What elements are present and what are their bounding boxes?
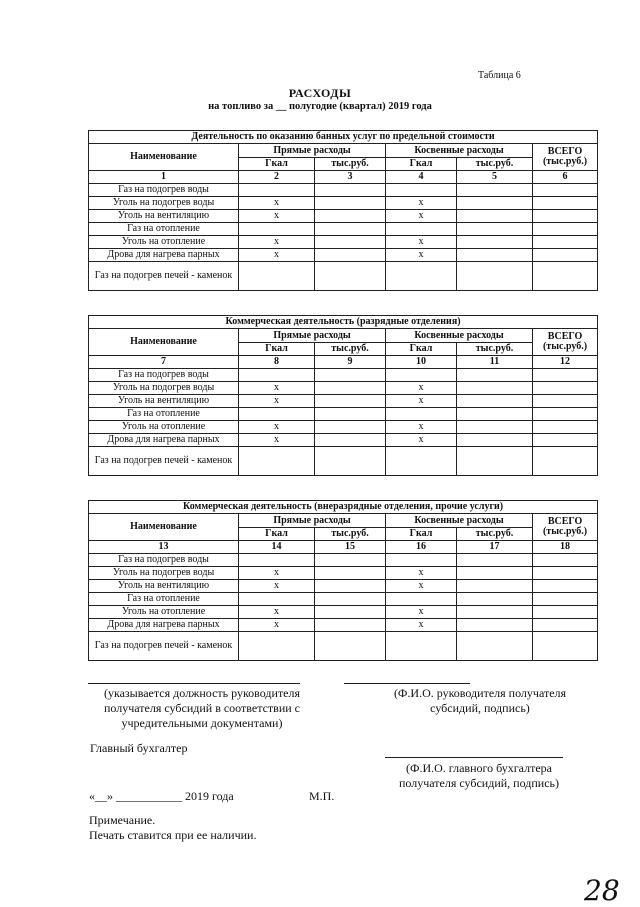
cell-direct-trub	[315, 434, 386, 447]
column-header-total: ВСЕГО (тыс.руб.)	[533, 144, 598, 171]
column-subheader: тыс.руб.	[457, 343, 533, 356]
cell-total	[533, 619, 598, 632]
column-header-indirect: Косвенные расходы	[386, 144, 533, 158]
cell-direct-trub	[315, 262, 386, 291]
column-number: 12	[533, 356, 598, 369]
row-name: Уголь на подогрев воды	[89, 197, 239, 210]
cell-indirect-trub	[457, 447, 533, 476]
table-row	[89, 619, 598, 632]
cell-direct-gkal	[239, 369, 315, 382]
column-number: 3	[315, 171, 386, 184]
table-row	[89, 262, 598, 291]
row-name: Газ на подогрев печей - каменок	[89, 262, 239, 291]
column-number: 14	[239, 541, 315, 554]
cell-direct-gkal	[239, 447, 315, 476]
cell-direct-gkal	[239, 262, 315, 291]
table-row	[89, 223, 598, 236]
column-subheader: Гкал	[386, 528, 457, 541]
cell-direct-trub	[315, 567, 386, 580]
cell-indirect-trub	[457, 369, 533, 382]
cell-indirect-gkal: x	[386, 619, 457, 632]
table-row	[89, 447, 598, 476]
table-number: Таблица 6	[478, 70, 521, 81]
cell-indirect-gkal: x	[386, 421, 457, 434]
cell-indirect-gkal: x	[386, 210, 457, 223]
cell-direct-gkal: x	[239, 382, 315, 395]
table-row	[89, 567, 598, 580]
cell-indirect-gkal: x	[386, 236, 457, 249]
column-number: 8	[239, 356, 315, 369]
column-number: 9	[315, 356, 386, 369]
table-row	[89, 593, 598, 606]
row-name: Газ на подогрев воды	[89, 184, 239, 197]
column-subheader: тыс.руб.	[315, 343, 386, 356]
cell-direct-gkal: x	[239, 197, 315, 210]
column-number: 17	[457, 541, 533, 554]
cell-indirect-gkal	[386, 184, 457, 197]
column-header-direct: Прямые расходы	[239, 144, 386, 158]
table-row	[89, 408, 598, 421]
cell-total	[533, 593, 598, 606]
cell-indirect-trub	[457, 421, 533, 434]
row-name: Уголь на подогрев воды	[89, 567, 239, 580]
accountant-note: (Ф.И.О. главного бухгалтера получателя субсидий, подпись)	[398, 761, 559, 790]
row-name: Уголь на отопление	[89, 606, 239, 619]
note-text: Печать ставится при ее наличии.	[89, 828, 257, 842]
column-subheader: Гкал	[239, 528, 315, 541]
cell-total	[533, 606, 598, 619]
column-number: 16	[386, 541, 457, 554]
expenses-table	[88, 130, 598, 291]
cell-direct-gkal	[239, 554, 315, 567]
right-signature-line	[344, 683, 556, 684]
table-row	[89, 554, 598, 567]
cell-direct-trub	[315, 236, 386, 249]
cell-indirect-trub	[457, 236, 533, 249]
cell-total	[533, 249, 598, 262]
table-row	[89, 197, 598, 210]
cell-direct-trub	[315, 580, 386, 593]
column-header-indirect: Косвенные расходы	[386, 329, 533, 343]
row-name: Уголь на отопление	[89, 236, 239, 249]
cell-total	[533, 408, 598, 421]
cell-direct-trub	[315, 249, 386, 262]
cell-direct-gkal: x	[239, 567, 315, 580]
cell-total	[533, 262, 598, 291]
right-signature-note: (Ф.И.О. руководителя получателя субсидий, подпись)	[393, 686, 567, 715]
column-number: 5	[457, 171, 533, 184]
cell-direct-gkal: x	[239, 619, 315, 632]
cell-total	[533, 184, 598, 197]
cell-indirect-trub	[457, 249, 533, 262]
cell-direct-gkal: x	[239, 580, 315, 593]
cell-indirect-trub	[457, 184, 533, 197]
cell-direct-gkal	[239, 408, 315, 421]
column-number: 1	[89, 171, 239, 184]
table-row	[89, 369, 598, 382]
cell-indirect-trub	[457, 619, 533, 632]
column-subheader: тыс.руб.	[457, 528, 533, 541]
cell-indirect-trub	[457, 580, 533, 593]
row-name: Уголь на подогрев воды	[89, 382, 239, 395]
cell-indirect-gkal	[386, 593, 457, 606]
cell-indirect-trub	[457, 382, 533, 395]
cell-indirect-gkal: x	[386, 197, 457, 210]
column-subheader: тыс.руб.	[315, 528, 386, 541]
table-row	[89, 249, 598, 262]
column-subheader: тыс.руб.	[315, 158, 386, 171]
page-subtitle: на топливо за __ полугодие (квартал) 2019 года	[208, 101, 432, 112]
cell-total	[533, 567, 598, 580]
cell-direct-trub	[315, 421, 386, 434]
cell-total	[533, 382, 598, 395]
cell-direct-trub	[315, 382, 386, 395]
accountant-signature-line	[385, 757, 563, 758]
left-signature-note: (указывается должность руководителя получателя субсидий в соответствии с учредительными документами)	[103, 686, 301, 730]
cell-direct-trub	[315, 408, 386, 421]
cell-direct-gkal: x	[239, 210, 315, 223]
column-header-name: Наименование	[89, 329, 239, 356]
column-number: 10	[386, 356, 457, 369]
cell-indirect-gkal: x	[386, 567, 457, 580]
cell-indirect-gkal: x	[386, 249, 457, 262]
cell-indirect-gkal	[386, 554, 457, 567]
cell-direct-trub	[315, 395, 386, 408]
column-header-name: Наименование	[89, 144, 239, 171]
row-name: Дрова для нагрева парных	[89, 619, 239, 632]
column-subheader: Гкал	[239, 343, 315, 356]
cell-total	[533, 210, 598, 223]
row-name: Газ на подогрев воды	[89, 554, 239, 567]
column-number: 11	[457, 356, 533, 369]
table-row	[89, 382, 598, 395]
row-name: Газ на подогрев печей - каменок	[89, 632, 239, 661]
cell-indirect-gkal: x	[386, 395, 457, 408]
cell-indirect-trub	[457, 567, 533, 580]
cell-indirect-gkal: x	[386, 580, 457, 593]
cell-indirect-gkal	[386, 408, 457, 421]
row-name: Уголь на вентиляцию	[89, 210, 239, 223]
cell-indirect-trub	[457, 434, 533, 447]
row-name: Газ на отопление	[89, 408, 239, 421]
table-row	[89, 210, 598, 223]
cell-indirect-gkal: x	[386, 382, 457, 395]
cell-total	[533, 447, 598, 476]
cell-direct-trub	[315, 632, 386, 661]
expenses-table	[88, 500, 598, 661]
column-number: 18	[533, 541, 598, 554]
cell-total	[533, 223, 598, 236]
cell-total	[533, 395, 598, 408]
cell-direct-trub	[315, 606, 386, 619]
column-number: 6	[533, 171, 598, 184]
column-number: 7	[89, 356, 239, 369]
cell-indirect-trub	[457, 632, 533, 661]
row-name: Уголь на вентиляцию	[89, 580, 239, 593]
table-row	[89, 421, 598, 434]
cell-total	[533, 421, 598, 434]
row-name: Газ на подогрев печей - каменок	[89, 447, 239, 476]
column-subheader: Гкал	[239, 158, 315, 171]
expenses-table	[88, 315, 598, 476]
cell-indirect-gkal	[386, 369, 457, 382]
cell-total	[533, 554, 598, 567]
cell-direct-trub	[315, 369, 386, 382]
cell-direct-gkal: x	[239, 395, 315, 408]
chief-accountant-label: Главный бухгалтер	[90, 741, 188, 755]
cell-direct-gkal	[239, 593, 315, 606]
cell-indirect-gkal	[386, 632, 457, 661]
cell-total	[533, 236, 598, 249]
column-subheader: Гкал	[386, 158, 457, 171]
row-name: Газ на отопление	[89, 223, 239, 236]
row-name: Уголь на вентиляцию	[89, 395, 239, 408]
cell-indirect-gkal: x	[386, 606, 457, 619]
cell-direct-trub	[315, 619, 386, 632]
table-row	[89, 184, 598, 197]
table-row	[89, 434, 598, 447]
cell-direct-gkal: x	[239, 434, 315, 447]
column-number: 2	[239, 171, 315, 184]
page-title: РАСХОДЫ	[288, 86, 352, 100]
cell-direct-trub	[315, 554, 386, 567]
column-subheader: Гкал	[386, 343, 457, 356]
table-row	[89, 395, 598, 408]
cell-indirect-trub	[457, 223, 533, 236]
cell-total	[533, 632, 598, 661]
date-line: «__» ___________ 2019 года	[89, 789, 234, 803]
row-name: Уголь на отопление	[89, 421, 239, 434]
cell-total	[533, 580, 598, 593]
table-row	[89, 632, 598, 661]
column-header-total: ВСЕГО (тыс.руб.)	[533, 329, 598, 356]
cell-indirect-gkal	[386, 262, 457, 291]
cell-direct-trub	[315, 197, 386, 210]
cell-direct-trub	[315, 223, 386, 236]
table-row	[89, 606, 598, 619]
cell-indirect-trub	[457, 593, 533, 606]
column-header-direct: Прямые расходы	[239, 514, 386, 528]
cell-direct-trub	[315, 210, 386, 223]
cell-direct-trub	[315, 593, 386, 606]
cell-direct-gkal: x	[239, 606, 315, 619]
stamp-mark: М.П.	[309, 789, 335, 803]
column-header-indirect: Косвенные расходы	[386, 514, 533, 528]
cell-direct-gkal: x	[239, 249, 315, 262]
cell-total	[533, 369, 598, 382]
row-name: Дрова для нагрева парных	[89, 249, 239, 262]
section-title: Деятельность по оказанию банных услуг по предельной стоимости	[89, 131, 598, 144]
cell-indirect-gkal	[386, 447, 457, 476]
column-header-total: ВСЕГО (тыс.руб.)	[533, 514, 598, 541]
column-number: 15	[315, 541, 386, 554]
cell-total	[533, 434, 598, 447]
page-number: 28	[584, 874, 620, 907]
note-title: Примечание.	[89, 813, 156, 827]
cell-direct-gkal: x	[239, 421, 315, 434]
row-name: Дрова для нагрева парных	[89, 434, 239, 447]
cell-indirect-gkal: x	[386, 434, 457, 447]
cell-direct-trub	[315, 447, 386, 476]
cell-indirect-trub	[457, 554, 533, 567]
table-row	[89, 580, 598, 593]
cell-indirect-trub	[457, 395, 533, 408]
left-signature-line	[88, 683, 300, 684]
cell-indirect-trub	[457, 606, 533, 619]
cell-direct-gkal	[239, 223, 315, 236]
cell-direct-gkal: x	[239, 236, 315, 249]
row-name: Газ на отопление	[89, 593, 239, 606]
cell-indirect-gkal	[386, 223, 457, 236]
section-title: Коммерческая деятельность (разрядные отделения)	[89, 316, 598, 329]
column-header-direct: Прямые расходы	[239, 329, 386, 343]
column-number: 13	[89, 541, 239, 554]
cell-direct-gkal	[239, 184, 315, 197]
column-subheader: тыс.руб.	[457, 158, 533, 171]
column-header-name: Наименование	[89, 514, 239, 541]
section-title: Коммерческая деятельность (внеразрядные отделения, прочие услуги)	[89, 501, 598, 514]
cell-indirect-trub	[457, 210, 533, 223]
cell-indirect-trub	[457, 262, 533, 291]
cell-direct-trub	[315, 184, 386, 197]
cell-direct-gkal	[239, 632, 315, 661]
cell-indirect-trub	[457, 197, 533, 210]
table-row	[89, 236, 598, 249]
cell-indirect-trub	[457, 408, 533, 421]
row-name: Газ на подогрев воды	[89, 369, 239, 382]
column-number: 4	[386, 171, 457, 184]
cell-total	[533, 197, 598, 210]
